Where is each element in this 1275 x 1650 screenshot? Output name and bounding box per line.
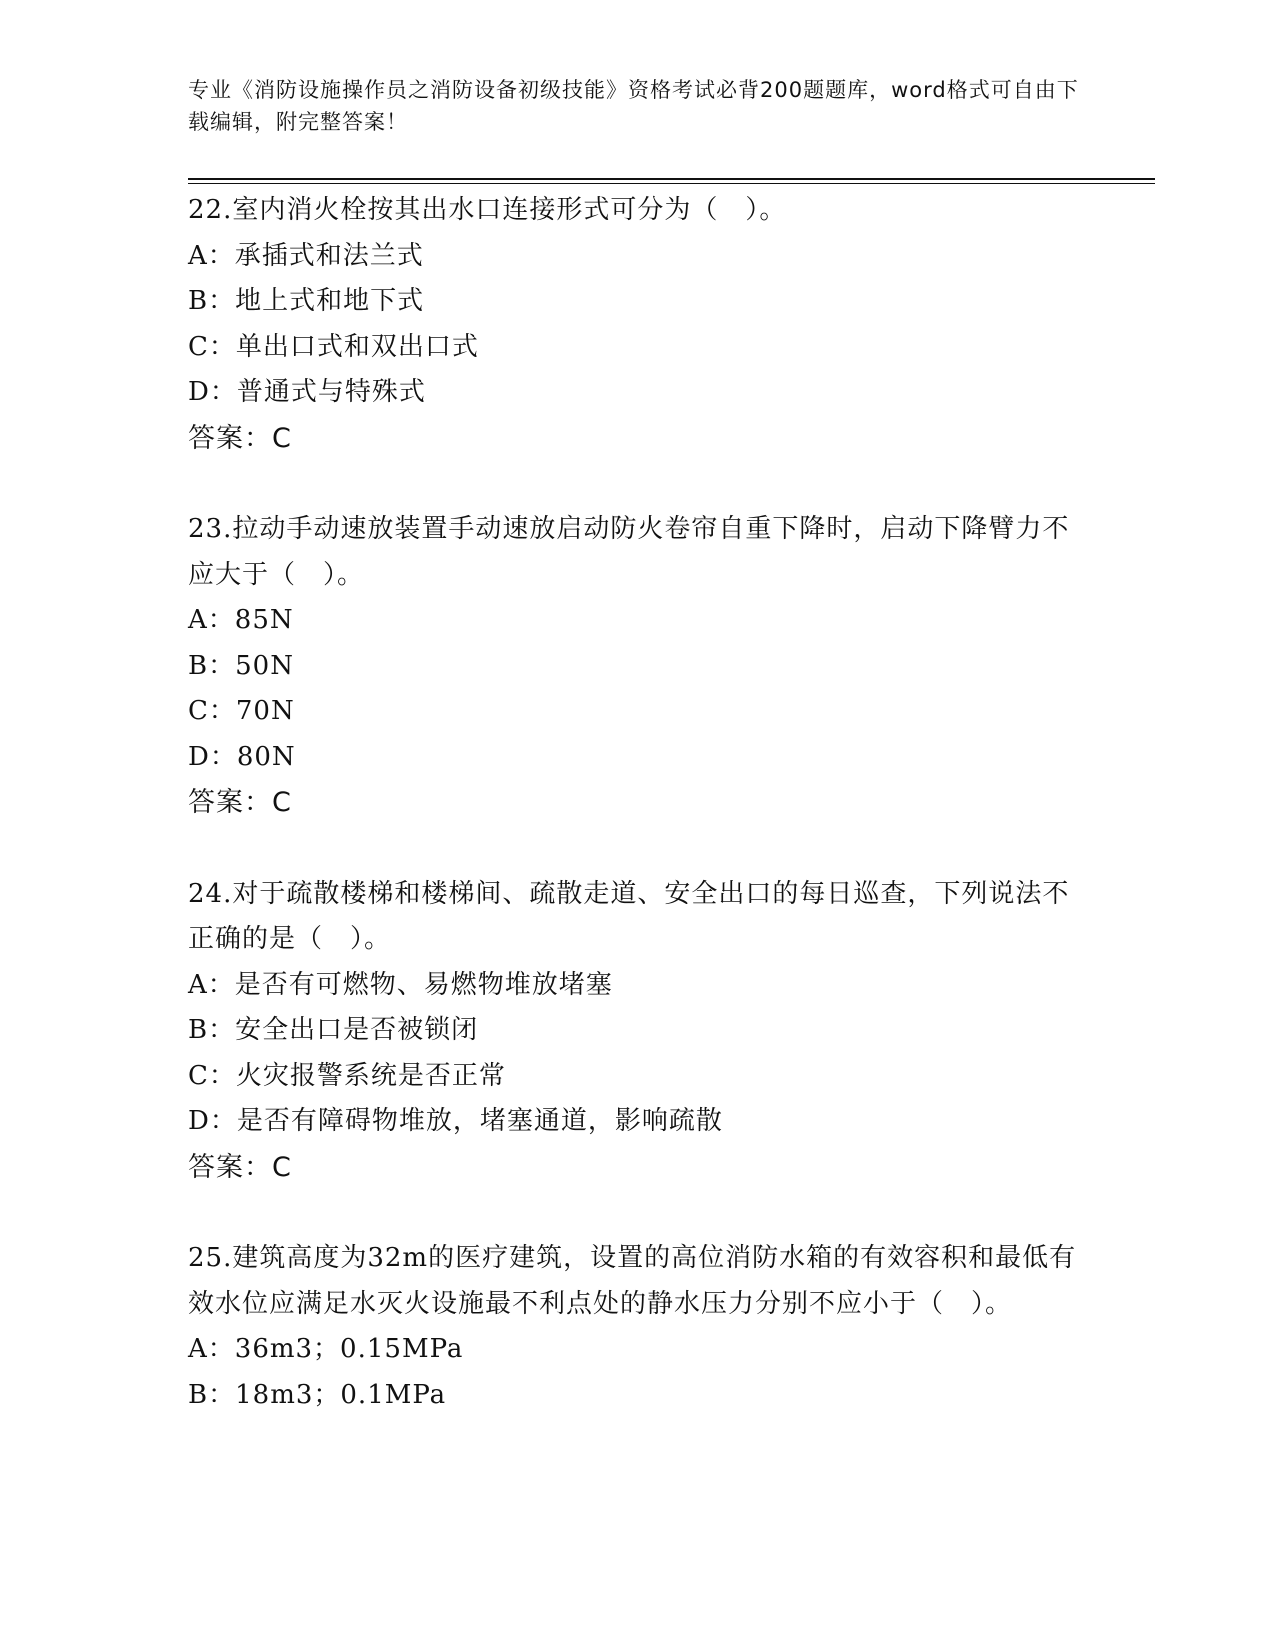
question-stem: 22.室内消火栓按其出水口连接形式可分为（ ）。 (188, 195, 787, 225)
option-b: B：地上式和地下式 (188, 286, 425, 316)
question-stem: 23.拉动手动速放装置手动速放启动防火卷帘自重下降时，启动下降臂力不应大于（ ）。 (188, 514, 1070, 590)
option-c: C：单出口式和双出口式 (188, 331, 479, 362)
question-22 (188, 188, 1088, 461)
answer: 答案：C (188, 1151, 292, 1183)
question-stem: 25.建筑高度为32m的医疗建筑，设置的高位消防水箱的有效容积和最低有效水位应满足水灭火设施最不利点处的静水压力分别不应小于（ ）。 (188, 1243, 1077, 1319)
question-25 (188, 1236, 1088, 1418)
option-a: A：是否有可燃物、易燃物堆放堵塞 (188, 969, 613, 1000)
answer: 答案：C (188, 787, 292, 818)
document-header: 专业《消防设施操作员之消防设备初级技能》资格考试必背200题题库，word格式可自由下载编辑，附完整答案！ (188, 78, 1079, 134)
option-b: B：18m3；0.1MPa (188, 1379, 447, 1410)
question-23 (188, 507, 1088, 826)
option-d: D：是否有障碍物堆放，堵塞通道，影响疏散 (188, 1106, 723, 1136)
option-a: A：承插式和法兰式 (188, 240, 424, 271)
option-b: B：安全出口是否被锁闭 (188, 1015, 479, 1045)
option-b: B：50N (188, 650, 294, 681)
header-divider-thin (188, 183, 1155, 184)
option-a: A：36m3；0.15MPa (188, 1334, 464, 1364)
question-stem: 24.对于疏散楼梯和楼梯间、疏散走道、安全出口的每日巡查，下列说法不正确的是（ ）。 (188, 878, 1070, 954)
option-a: A：85N (188, 605, 294, 635)
header-divider-thick (188, 178, 1155, 180)
option-d: D：普通式与特殊式 (188, 377, 426, 407)
question-24 (188, 872, 1088, 1191)
option-c: C：火灾报警系统是否正常 (188, 1060, 506, 1091)
option-d: D：80N (188, 741, 296, 772)
answer: 答案：C (188, 422, 292, 454)
option-c: C：70N (188, 696, 295, 726)
question-list (188, 188, 1088, 1418)
